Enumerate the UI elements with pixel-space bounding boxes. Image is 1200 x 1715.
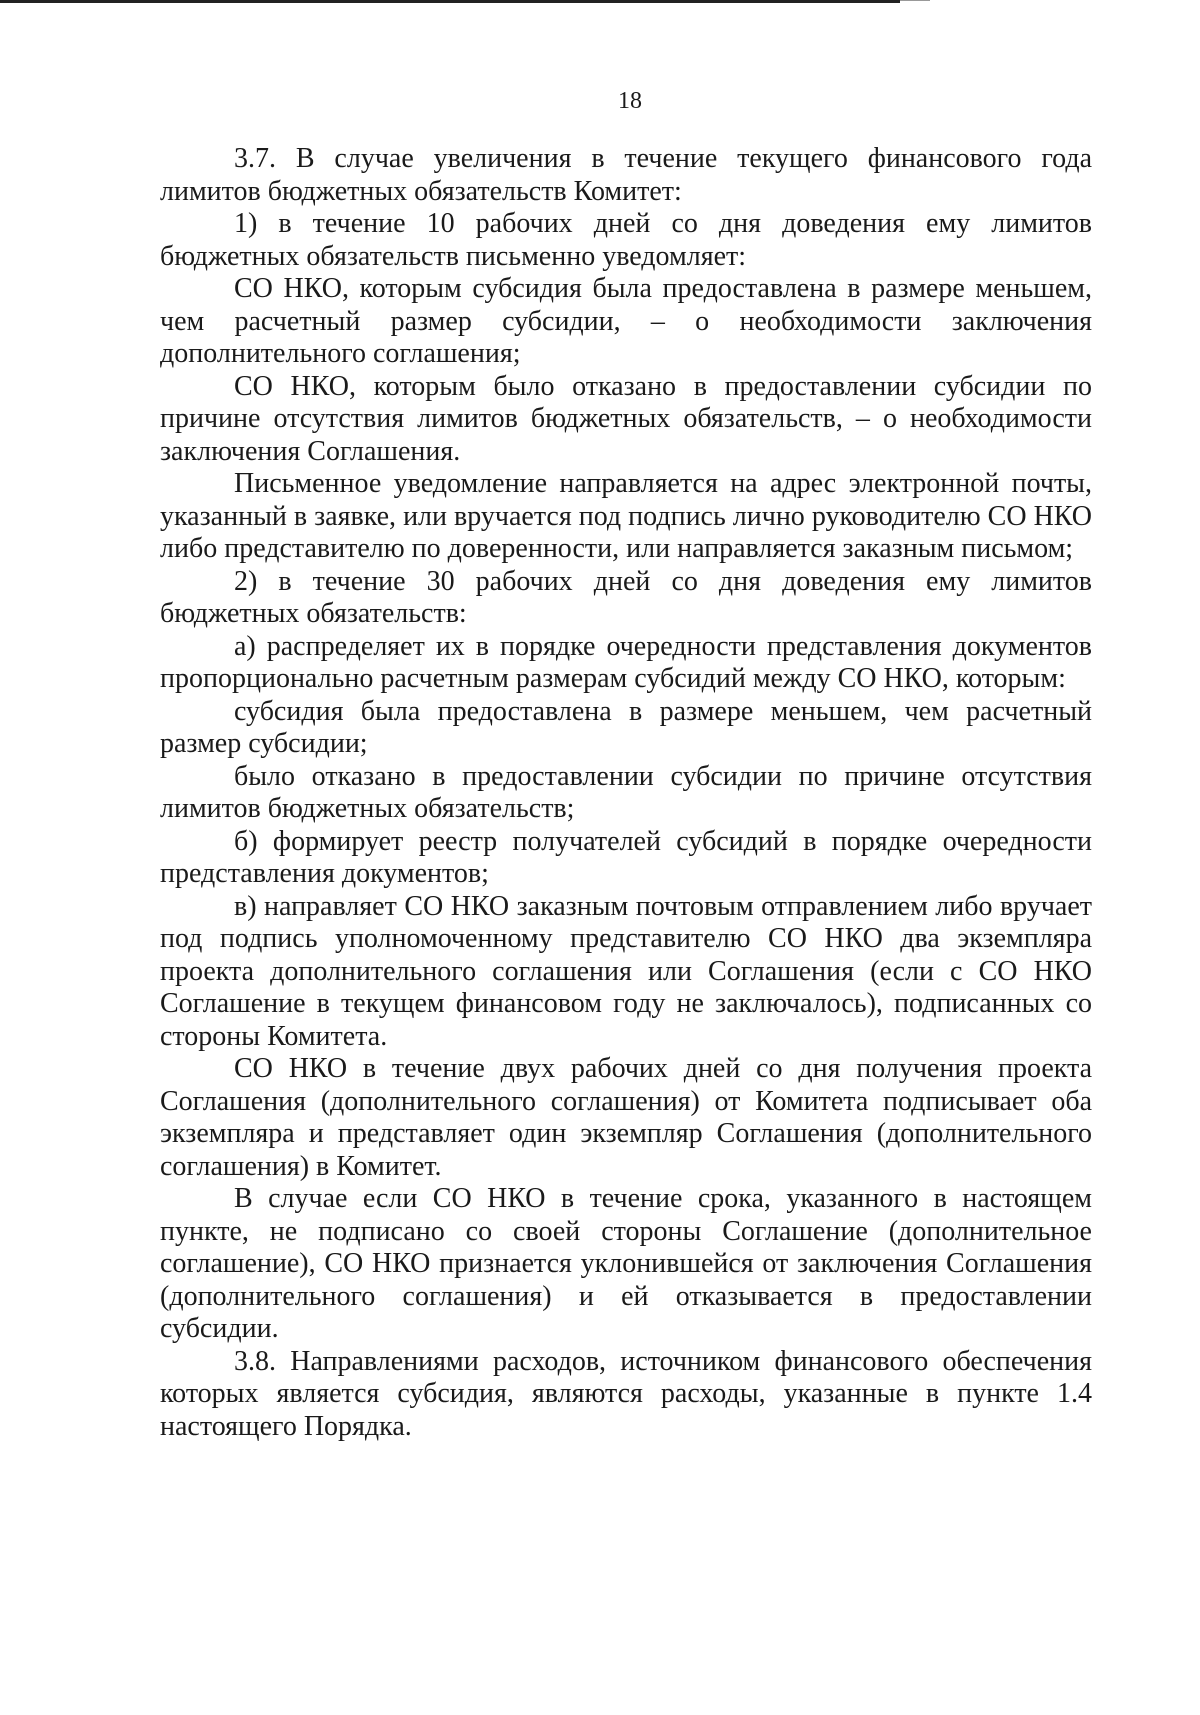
paragraph-3-7: 3.7. В случае увеличения в течение текущего финансового года лимитов бюджетных обязательств Комитет:	[160, 143, 1092, 207]
scan-edge-line	[0, 0, 900, 3]
paragraph-item-a: а) распределяет их в порядке очередности представления документов пропорционально расчетным размерам субсидий между СО НКО, которым:	[160, 630, 1092, 694]
paragraph-item-v: в) направляет СО НКО заказным почтовым отправлением либо вручает под подпись уполномоченному представителю СО НКО два экземпляра проекта дополнительного соглашения или Соглашения (если с СО НКО Соглашение в текущем финансовом году не заключалось), подписанных со стороны Комитета.	[160, 890, 1092, 1052]
paragraph-3-8: 3.8. Направлениями расходов, источником финансового обеспечения которых является субсидия, являются расходы, указанные в пункте 1.4 настоящего Порядка.	[160, 1345, 1092, 1442]
paragraph-nko-smaller-subsidy: СО НКО, которым субсидия была предоставлена в размере меньшем, чем расчетный размер субсидии, – о необходимости заключения дополнительного соглашения;	[160, 273, 1092, 369]
page-number: 18	[618, 88, 642, 114]
paragraph-evasion: В случае если СО НКО в течение срока, указанного в настоящем пункте, не подписано со своей стороны Соглашение (дополнительное соглашение), СО НКО признается уклонившейся от заключения Соглашения (дополнительного соглашения) и ей отказывается в предоставлении субсидии.	[160, 1183, 1092, 1344]
paragraph-nko-refused: СО НКО, которым было отказано в предоставлении субсидии по причине отсутствия лимитов бюджетных обязательств, – о необходимости заключения Соглашения.	[160, 370, 1092, 467]
paragraph-item-1: 1) в течение 10 рабочих дней со дня доведения ему лимитов бюджетных обязательств письменно уведомляет:	[160, 208, 1092, 272]
scan-edge-fade	[900, 0, 930, 1]
paragraph-item-b: б) формирует реестр получателей субсидий в порядке очередности представления документов;	[160, 825, 1092, 889]
paragraph-written-notice: Письменное уведомление направляется на адрес электронной почты, указанный в заявке, или вручается под подпись лично руководителю СО НКО либо представителю по доверенности, или направляется заказным письмом;	[160, 468, 1092, 564]
paragraph-refused-limits: было отказано в предоставлении субсидии по причине отсутствия лимитов бюджетных обязательств;	[160, 760, 1092, 824]
paragraph-item-2: 2) в течение 30 рабочих дней со дня доведения ему лимитов бюджетных обязательств:	[160, 565, 1092, 629]
paragraph-subsidy-smaller: субсидия была предоставлена в размере меньшем, чем расчетный размер субсидии;	[160, 695, 1092, 759]
paragraph-nko-signs: СО НКО в течение двух рабочих дней со дня получения проекта Соглашения (дополнительного соглашения) от Комитета подписывает оба экземпляра и представляет один экземпляр Соглашения (дополнительного соглашения) в Комитет.	[160, 1053, 1092, 1182]
document-body	[160, 143, 1092, 1443]
